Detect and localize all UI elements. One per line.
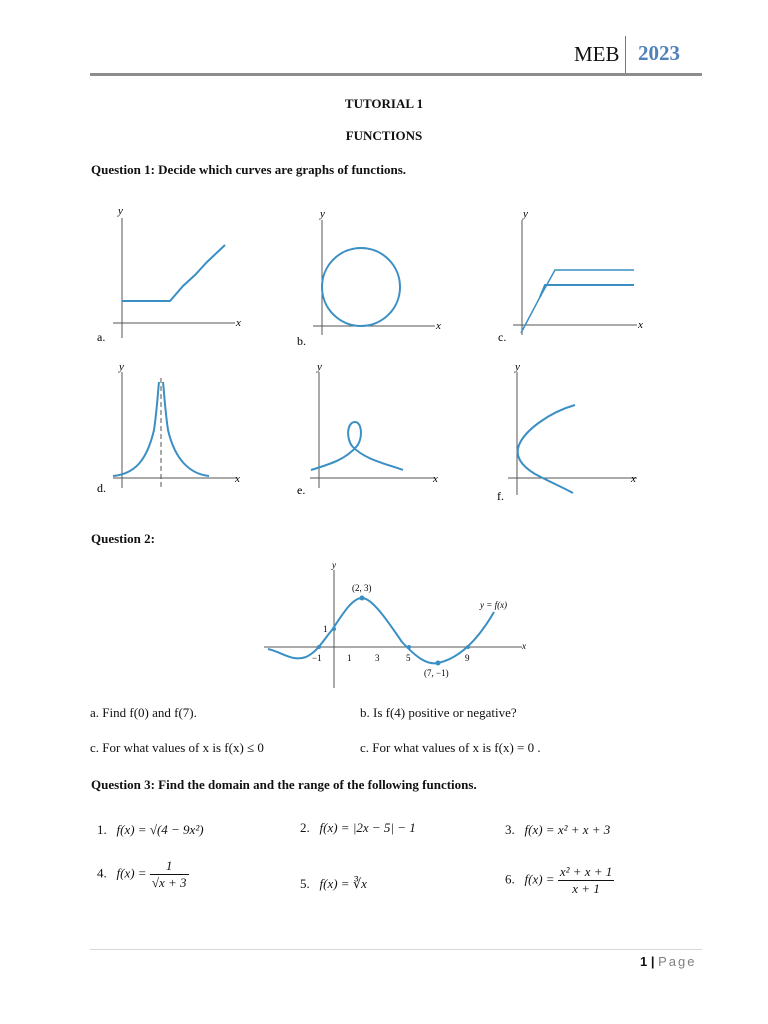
q3-item-rhs: |2x − 5| − 1 <box>352 820 416 835</box>
page-word: Page <box>658 954 697 969</box>
graph-f <box>495 360 655 510</box>
question-2-heading: Question 2: <box>91 531 155 546</box>
q2-x-axis-label: x <box>522 641 526 651</box>
q3-item-number: 6. <box>505 871 515 887</box>
header-divider <box>625 36 626 74</box>
question-1-heading: Question 1: Decide which curves are graphs of functions. <box>91 162 407 177</box>
graph-f-x-label: x <box>631 473 636 485</box>
q2-y-tick-1: 1 <box>323 624 328 634</box>
q3-item-rhs: x² + x + 3 <box>557 822 611 837</box>
q3-item-lhs: f(x) = <box>319 820 350 835</box>
q3-item-number: 5. <box>300 876 310 891</box>
q2-part-c2: c. For what values of x is f(x) = 0 . <box>360 740 541 755</box>
q2-x-tick: 5 <box>406 653 411 663</box>
q2-part-b: b. Is f(4) positive or negative? <box>360 705 517 720</box>
graph-a <box>95 200 255 350</box>
q2-curve-label: y = f(x) <box>480 600 508 610</box>
q3-item-number: 1. <box>97 822 107 837</box>
question-3-heading: Question 3: Find the domain and the range of the following functions. <box>91 777 477 792</box>
graph-b <box>295 205 455 355</box>
q2-part-a: a. Find f(0) and f(7). <box>90 705 197 720</box>
q3-item-lhs: f(x) = <box>524 871 555 887</box>
q3-item-lhs: f(x) = <box>524 822 555 837</box>
q2-x-tick: 3 <box>375 653 380 663</box>
q3-fraction-numerator: x² + x + 1 <box>559 864 613 879</box>
graph-c-letter: c. <box>498 330 507 344</box>
q3-fraction-numerator: 1 <box>150 858 189 875</box>
q3-item-lhs: f(x) = <box>116 822 147 837</box>
graph-f-letter: f. <box>497 489 504 503</box>
q3-item-rhs: ∛x <box>352 876 367 891</box>
q3-item-number: 3. <box>505 822 515 837</box>
q2-max-point-label: (2, 3) <box>352 583 372 593</box>
graph-c-x-label: x <box>638 319 643 331</box>
page-subtitle: FUNCTIONS <box>345 128 423 143</box>
q3-fraction <box>558 864 614 897</box>
q3-fraction-denominator: x + 1 <box>572 881 600 896</box>
graph-c-y-label: y <box>523 208 528 220</box>
q2-x-tick: 9 <box>465 653 470 663</box>
q3-item-lhs: f(x) = <box>319 876 350 891</box>
q3-item-lhs: f(x) = <box>116 865 147 881</box>
q3-item-number: 4. <box>97 865 107 881</box>
q3-item-3 <box>505 822 610 838</box>
q2-part-c1: c. For what values of x is f(x) ≤ 0 <box>90 740 264 755</box>
q3-item-number: 2. <box>300 820 310 835</box>
q3-item-4 <box>97 858 189 891</box>
question-2-graph <box>262 560 532 690</box>
q3-item-2 <box>300 820 416 836</box>
graph-b-x-label: x <box>436 320 441 332</box>
graph-e-y-label: y <box>317 361 322 373</box>
graph-a-x-label: x <box>236 317 241 329</box>
q2-x-tick: 1 <box>347 653 352 663</box>
graph-c <box>495 205 655 355</box>
footer-separator: | <box>650 954 655 969</box>
graph-e-x-label: x <box>433 473 438 485</box>
graph-e-letter: e. <box>297 483 306 497</box>
q3-fraction <box>150 858 189 891</box>
graph-a-y-label: y <box>118 205 123 217</box>
q3-item-6 <box>505 864 614 897</box>
graph-a-letter: a. <box>97 330 106 344</box>
q3-item-1 <box>97 822 204 838</box>
page-title: TUTORIAL 1 <box>344 96 424 111</box>
page-number: 1 <box>640 954 648 969</box>
graph-d-y-label: y <box>119 361 124 373</box>
q2-y-axis-label: y <box>332 560 336 570</box>
graph-b-y-label: y <box>320 208 325 220</box>
footer-rule <box>90 949 702 950</box>
header-org: MEB <box>574 42 620 66</box>
q3-fraction-denominator: √x + 3 <box>151 875 187 890</box>
q3-item-5 <box>300 876 367 892</box>
graph-e <box>295 360 455 500</box>
header-year: 2023 <box>638 41 680 65</box>
header-rule <box>90 73 702 76</box>
q2-x-tick: −1 <box>312 653 322 663</box>
page-footer <box>640 954 697 969</box>
q2-min-point-label: (7, −1) <box>424 668 449 678</box>
graph-b-letter: b. <box>297 334 306 348</box>
graph-d <box>95 360 255 500</box>
q3-item-rhs: √(4 − 9x²) <box>149 822 204 837</box>
graph-d-x-label: x <box>235 473 240 485</box>
graph-f-y-label: y <box>515 361 520 373</box>
graph-d-letter: d. <box>97 481 106 495</box>
